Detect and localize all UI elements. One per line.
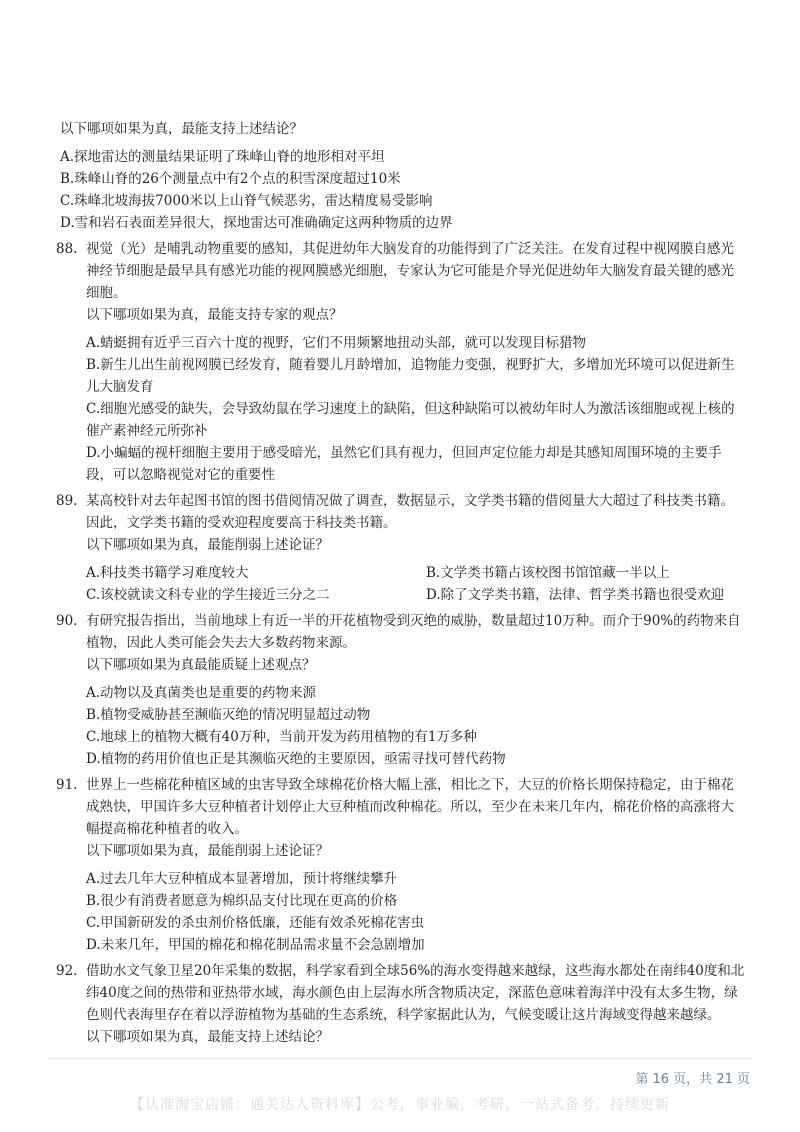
- question-number: 88.: [56, 241, 78, 257]
- question-number: 89.: [56, 493, 78, 509]
- question-stem-line: 幅提高棉花种植者的收入。: [86, 821, 248, 837]
- option-c: C.该校就读文科专业的学生接近三分之二: [86, 587, 330, 603]
- option-b: B.植物受威胁甚至濒临灭绝的情况明显超过动物: [86, 707, 371, 723]
- option-d: D.雪和岩石表面差异很大，探地雷达可准确确定这两种物质的边界: [60, 215, 453, 231]
- question-stem-line: 成熟快，甲国许多大豆种植者计划停止大豆种植而改种棉花。所以，至少在未来几年内，棉花价格的高涨将大: [86, 799, 734, 815]
- question-stem-line: 神经节细胞是最早具有感光功能的视网膜感光细胞，专家认为它可能是介导光促进幼年大脑发育最关键的感光: [86, 263, 734, 279]
- question-stem-line: 色则代表海里存在着以浮游植物为基础的生态系统，科学家据此认为，气候变暖让这片海域变得越来越绿。: [86, 1007, 721, 1023]
- question-prompt: 以下哪项如果为真，最能支持专家的观点？: [86, 307, 343, 323]
- watermark-text: 【认准淘宝店铺：通关达人资料库】公考，事业编，考研，一站式备考，持续更新: [130, 1097, 670, 1113]
- question-prompt: 以下哪项如果为真，最能支持上述结论？: [60, 121, 303, 137]
- option-a: A.科技类书籍学习难度较大: [86, 565, 249, 581]
- option-a: A.蜻蜓拥有近乎三百六十度的视野，它们不用频繁地扭动头部，就可以发现目标猎物: [86, 335, 587, 351]
- option-d: D.未来几年，甲国的棉花和棉花制品需求量不会急剧增加: [86, 937, 425, 953]
- option-b: B.新生儿出生前视网膜已经发育，随着婴儿月龄增加，追物能力变强，视野扩大，多增加光环境可以促进新生: [86, 357, 735, 373]
- question-prompt: 以下哪项如果为真最能质疑上述观点？: [86, 657, 316, 673]
- option-c: C.甲国新研发的杀虫剂价格低廉，还能有效杀死棉花害虫: [86, 915, 425, 931]
- question-stem-line: 纬40度之间的热带和亚热带水域，海水颜色由上层海水所含物质决定，深蓝色意味着海洋中没有太多生物，绿: [86, 985, 738, 1001]
- option-d: D.植物的药用价值也正是其濒临灭绝的主要原因，亟需寻找可替代药物: [86, 751, 506, 767]
- option-d: D.除了文学类书籍，法律、哲学类书籍也很受欢迎: [426, 587, 725, 603]
- question-91: [58, 774, 758, 956]
- question-number: 91.: [56, 777, 78, 793]
- option-d: D.小蝙蝠的视杆细胞主要用于感受暗光，虽然它们具有视力，但回声定位能力却是其感知周围环境的主要手: [86, 445, 722, 461]
- option-b: B.很少有消费者愿意为棉织品支付比现在更高的价格: [86, 893, 398, 909]
- question-stem-line: 因此，文学类书籍的受欢迎程度要高于科技类书籍。: [86, 515, 397, 531]
- option-a: A.过去几年大豆种植成本显著增加，预计将继续攀升: [86, 871, 398, 887]
- question-88: [58, 238, 758, 486]
- option-b-cont: 儿大脑发育: [86, 379, 154, 395]
- question-89: [58, 490, 758, 606]
- option-b: B.珠峰山脊的26个测量点中有2个点的积雪深度超过10米: [60, 171, 401, 187]
- question-90: [58, 610, 758, 770]
- option-c: C.细胞光感受的缺失，会导致幼鼠在学习速度上的缺陷，但这种缺陷可以被幼年时人为激活该细胞或视上核的: [86, 401, 735, 417]
- question-stem-line: 某高校针对去年起图书馆的图书借阅情况做了调查，数据显示，文学类书籍的借阅量大大超过了科技类书籍。: [86, 493, 734, 509]
- question-stem-line: 细胞。: [86, 285, 127, 301]
- question-stem-line: 借助水文气象卫星20年采集的数据，科学家看到全球56%的海水变得越来越绿，这些海水都处在南纬40度和北: [86, 963, 745, 979]
- question-92: [58, 960, 758, 1048]
- exam-page-content: [58, 118, 758, 1048]
- question-number: 90.: [56, 613, 78, 629]
- footer-divider: [50, 1058, 750, 1059]
- option-b: B.文学类书籍占该校图书馆馆藏一半以上: [426, 565, 670, 581]
- question-stem-line: 植物，因此人类可能会失去大多数药物来源。: [86, 635, 356, 651]
- question-stem-line: 视觉（光）是哺乳动物重要的感知，其促进幼年大脑发育的功能得到了广泛关注。在发育过程中视网膜自感光: [86, 241, 734, 257]
- question-prompt: 以下哪项如果为真，最能削弱上述论证？: [86, 843, 329, 859]
- option-d-cont: 段，可以忽略视觉对它的重要性: [86, 467, 275, 483]
- option-c: C.珠峰北坡海拔7000米以上山脊气候恶劣，雷达精度易受影响: [60, 193, 433, 209]
- question-prompt: 以下哪项如果为真，最能支持上述结论？: [86, 1029, 329, 1045]
- option-a: A.动物以及真菌类也是重要的药物来源: [86, 685, 317, 701]
- option-c-cont: 催产素神经元所弥补: [86, 423, 208, 439]
- option-a: A.探地雷达的测量结果证明了珠峰山脊的地形相对平坦: [60, 149, 385, 165]
- question-number: 92.: [56, 963, 78, 979]
- page-number: 第 16 页，共 21 页: [635, 1072, 750, 1087]
- question-prompt: 以下哪项如果为真，最能削弱上述论证？: [86, 537, 329, 553]
- question-87-tail: [58, 118, 758, 234]
- question-stem-line: 世界上一些棉花种植区域的虫害导致全球棉花价格大幅上涨，相比之下，大豆的价格长期保持稳定，由于棉花: [86, 777, 734, 793]
- option-c: C.地球上的植物大概有40万种，当前开发为药用植物的有1万多种: [86, 729, 477, 745]
- question-stem-line: 有研究报告指出，当前地球上有近一半的开花植物受到灭绝的威胁，数量超过10万种。而介于90%的药物来自: [86, 613, 741, 629]
